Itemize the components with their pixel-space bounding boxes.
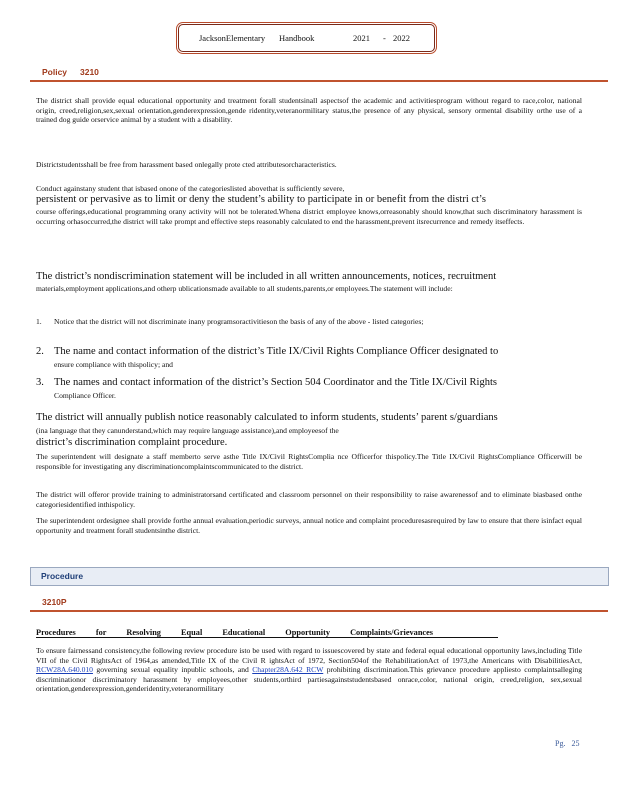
- year-start: 2021: [353, 33, 370, 43]
- policy-number: 3210: [80, 67, 99, 77]
- list-number: 1.: [36, 317, 42, 326]
- paragraph-equal-opportunity: The district shall provide equal educational opportunity and treatment forall studentsinall aspectsof the academic and activitiesprogram without regard to race,color, national origin, creed,religion,sex,sexual orientation,genderexpression,gende ridentity,veteranormilitary status,the presence of any physical, sensory ormental disability orthe use of a trained dog guide orservice animal by a student with a disability.: [36, 96, 582, 125]
- list-number: 2.: [36, 346, 44, 357]
- school-name: JacksonElementary: [199, 33, 266, 43]
- paragraph-statement-b: materials,employment applications,and otherp ublicationsmade available to all students,parents,or employees.The statement will include:: [36, 284, 453, 293]
- rcw-28a-640-010-link[interactable]: RCW28A.640.010: [36, 665, 93, 675]
- paragraph-conduct-c: course offerings,educational programming orany activity will not be tolerated.Whena district employee knows,orreasonably should know,that such discriminatory harassment is occurring orhasoccurred,the district will take prompt and effective steps reasonably calculated to end the harassment,prevent itsrecurrence and remedy itseffects.: [36, 207, 582, 226]
- paragraph-superintendent-designate: The superintendent will designate a staff memberto serve asthe Title IX/Civil RightsComplia nce Officerfor thispolicy.The Title IX/Civil RightsCompliance Officerwill be responsible for investigating any discriminationcomplaintscommunicated to the district.: [36, 452, 582, 471]
- procedures-title: Procedures for Resolving Equal Educational Opportunity Complaints/Grievances: [36, 628, 498, 638]
- year-dash: -: [383, 33, 386, 43]
- paragraph-statement-a: The district’s nondiscrimination statement will be included in all written announcements, notices, recruitment: [36, 271, 497, 282]
- paragraph-harassment-free: Districtstudentsshall be free from harassment based onlegally prote cted attributesorcharacteristics.: [36, 160, 337, 169]
- list-text: Compliance Officer.: [54, 391, 116, 400]
- procedure-heading: [30, 567, 609, 586]
- paragraph-annual-notice-c: district’s discrimination complaint procedure.: [36, 437, 228, 448]
- procedures-paragraph: [36, 646, 582, 694]
- procedures-text-mid: governing sexual equality inpublic schools, and: [92, 665, 253, 675]
- paragraph-conduct-b: persistent or pervasive as to limit or deny the student’s ability to participate in or benefit from the distri ct’s: [36, 194, 486, 205]
- paragraph-annual-evaluation: The superintendent ordesignee shall provide forthe annual evaluation,periodic surveys, annual notice and complaint proceduresasrequired by law to ensure that there isinfact equal opportunity and treatment forall studentsinthe district.: [36, 516, 582, 535]
- list-text: The name and contact information of the district’s Title IX/Civil Rights Compliance Officer designated to: [54, 346, 499, 357]
- procedure-label: Procedure: [41, 571, 84, 581]
- handbook-header-box: [178, 24, 435, 52]
- doc-title: Handbook: [279, 33, 315, 43]
- page-value: 25: [571, 739, 580, 748]
- page-prefix: Pg.: [555, 739, 566, 748]
- paragraph-annual-notice-a: The district will annually publish notice reasonably calculated to inform students, students’ parent s/guardians: [36, 412, 498, 423]
- year-end: 2022: [393, 33, 410, 43]
- paragraph-annual-notice-b: (ina language that they canunderstand,which may require language assistance),and employeesof the: [36, 426, 339, 435]
- procedure-code: 3210P: [42, 597, 67, 607]
- page-number: [555, 739, 579, 748]
- paragraph-conduct-a: Conduct againstany student that isbased onone of the categorieslisted abovethat is sufficiently severe,: [36, 184, 345, 193]
- procedure-code-heading: [30, 596, 608, 612]
- chapter-28a-642-rcw-link[interactable]: Chapter28A.642 RCW: [252, 665, 324, 675]
- list-text: ensure compliance with thispolicy; and: [54, 360, 173, 369]
- list-text: The names and contact information of the district’s Section 504 Coordinator and the Title IX/Civil Rights: [54, 377, 497, 388]
- paragraph-training: The district will offeror provide training to administratorsand certificated and classroom personnel on their responsibility to raise awarenessof and to eliminate biasbased onthe categoriesidentified inthispolicy.: [36, 490, 582, 509]
- procedures-text-end: prohibiting discrimination.This grievance procedure appliesto complaintsalleging discriminationor discriminatory harassment by employees,other students,orthird partiesagainststudentsbased onrace,color, national origin, creed,religion, sex,sexual orientation,genderexpression,genderidentity,veteranormilitary: [36, 665, 582, 694]
- list-number: 3.: [36, 377, 44, 388]
- procedures-text-intro: To ensure fairnessand consistency,the following review procedure isto be used with regard to issuescovered by state and federal equal educational opportunity laws,including Title VII of the Civil RightsAct of 1964,as amended,Title IX of the Civil R ightsAct of 1972, Section504of the RehabilitationAct of 1973,the Americans with DisabilitiesAct,: [36, 646, 582, 665]
- policy-heading: [30, 66, 608, 82]
- list-text: Notice that the district will not discriminate inany programsoractivitieson the basis of any of the above - listed categories;: [54, 317, 424, 326]
- policy-label: Policy: [42, 67, 68, 77]
